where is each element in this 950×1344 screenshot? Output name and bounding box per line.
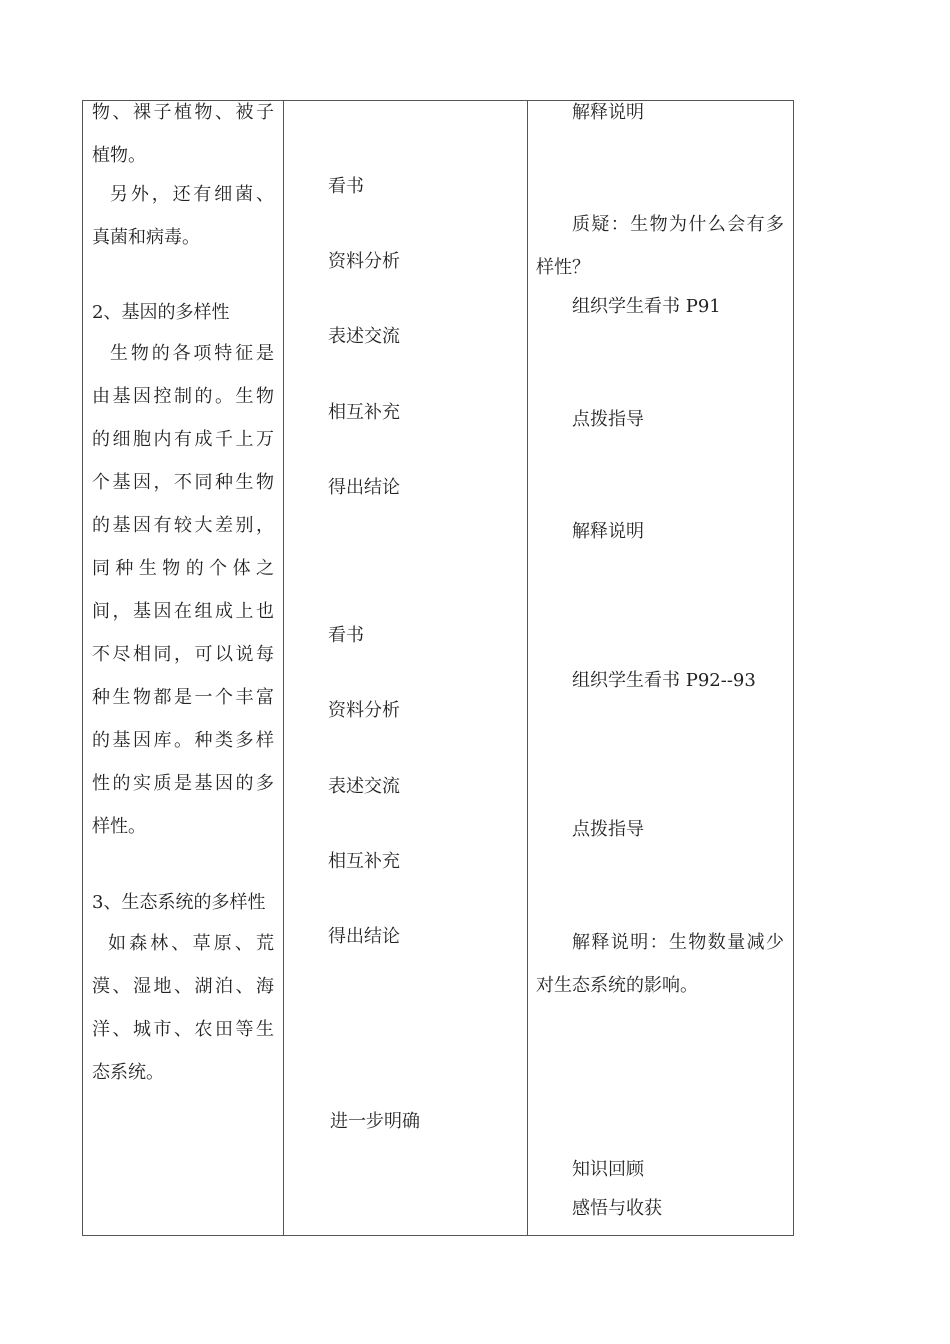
content-line: 态系统。: [92, 1062, 164, 1083]
student-activity: 资料分析: [328, 700, 400, 721]
teacher-activity: 解释说明: [572, 521, 644, 542]
content-line: 个基因，不同种生物: [92, 472, 274, 493]
column-divider-1: [283, 101, 284, 1235]
teacher-activity: 解释说明：生物数量减少: [572, 932, 784, 953]
column-divider-2: [527, 101, 528, 1235]
teacher-activity: 点拨指导: [572, 409, 644, 430]
student-activity: 资料分析: [328, 251, 400, 272]
teacher-activity: 样性？: [536, 257, 590, 278]
content-line: 真菌和病毒。: [92, 227, 200, 248]
content-line: 生物的各项特征是: [110, 343, 274, 364]
content-line: 的基因有较大差别，: [92, 515, 274, 536]
teacher-activity: 质疑：生物为什么会有多: [572, 214, 784, 235]
teacher-activity: 知识回顾: [572, 1159, 644, 1180]
content-line: 如森林、草原、荒: [108, 933, 274, 954]
content-line: 物、裸子植物、被子: [92, 102, 274, 123]
student-activity: 看书: [328, 625, 364, 646]
content-line: 不尽相同，可以说每: [92, 644, 274, 665]
student-activity: 表述交流: [328, 776, 400, 797]
teacher-activity: 点拨指导: [572, 819, 644, 840]
teacher-activity: 对生态系统的影响。: [536, 975, 698, 996]
content-line: 另外，还有细菌、: [110, 184, 274, 205]
student-activity: 相互补充: [328, 851, 400, 872]
teacher-activity: 组织学生看书 P91: [572, 296, 721, 317]
student-activity: 表述交流: [328, 326, 400, 347]
content-line: 同种生物的个体之: [92, 558, 274, 579]
section-heading: 2、基因的多样性: [92, 302, 230, 323]
content-line: 种生物都是一个丰富: [92, 687, 274, 708]
student-activity: 进一步明确: [330, 1111, 420, 1132]
lesson-table: [82, 100, 794, 1236]
content-line: 洋、城市、农田等生: [92, 1019, 274, 1040]
student-activity: 看书: [328, 176, 364, 197]
content-line: 性的实质是基因的多: [92, 773, 274, 794]
content-line: 植物。: [92, 145, 146, 166]
content-line: 漠、湿地、湖泊、海: [92, 976, 274, 997]
content-line: 间，基因在组成上也: [92, 601, 274, 622]
teacher-activity: 感悟与收获: [572, 1198, 662, 1219]
content-line: 样性。: [92, 816, 146, 837]
content-line: 由基因控制的。生物: [92, 386, 274, 407]
student-activity: 相互补充: [328, 402, 400, 423]
student-activity: 得出结论: [328, 477, 400, 498]
student-activity: 得出结论: [328, 926, 400, 947]
teacher-activity: 解释说明: [572, 102, 644, 123]
teacher-activity: 组织学生看书 P92--93: [572, 670, 756, 691]
content-line: 的细胞内有成千上万: [92, 429, 274, 450]
section-heading: 3、生态系统的多样性: [92, 892, 266, 913]
content-line: 的基因库。种类多样: [92, 730, 274, 751]
